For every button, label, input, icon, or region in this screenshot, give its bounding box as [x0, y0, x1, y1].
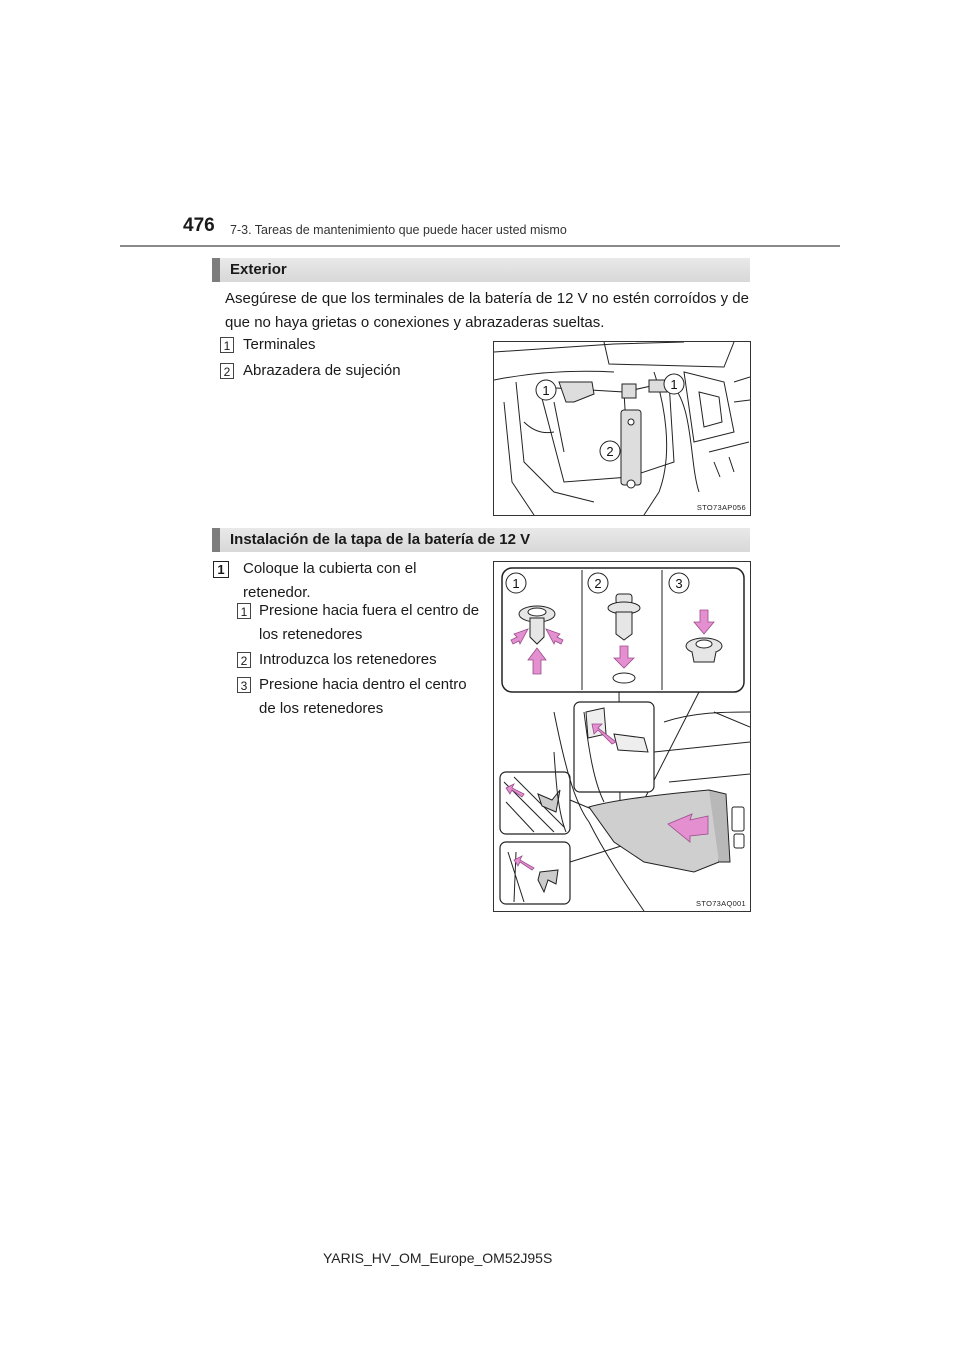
callout-1-left: 1 [542, 383, 550, 398]
item-number: 2 [220, 363, 234, 379]
step-number: 1 [213, 561, 229, 578]
callout-1-right: 1 [670, 377, 678, 392]
battery-terminals-illustration [493, 341, 751, 516]
item-label-abrazadera: Abrazadera de sujeción [243, 362, 401, 379]
section-heading-exterior [212, 258, 750, 282]
page-number: 476 [183, 215, 215, 236]
substep-text-3: Presione hacia dentro el centro de los retenedores [259, 676, 467, 717]
substep-number: 3 [237, 677, 251, 693]
item-label-terminales: Terminales [243, 336, 316, 353]
figure-code: STO73AQ001 [696, 899, 746, 908]
running-head: 7-3. Tareas de mantenimiento que puede hacer usted mismo [230, 223, 567, 237]
cover-installation-drawing [494, 562, 750, 911]
battery-cover-illustration [493, 561, 751, 912]
step-text: Coloque la cubierta con el retenedor. [243, 560, 417, 601]
section-heading-installation [212, 528, 750, 552]
substep-text-1: Presione hacia fuera el centro de los retenedores [259, 602, 480, 643]
callout-2: 2 [606, 444, 614, 459]
substep-number: 1 [237, 603, 251, 619]
battery-drawing [494, 342, 750, 515]
callout-2: 2 [594, 576, 602, 591]
header-rule [120, 245, 840, 247]
footer-document-id: YARIS_HV_OM_Europe_OM52J95S [323, 1250, 553, 1266]
exterior-paragraph: Asegúrese de que los terminales de la batería de 12 V no estén corroídos y de que no haya grietas o conexiones y abrazaderas sueltas. [225, 290, 749, 331]
substep-text-2: Introduzca los retenedores [259, 651, 437, 668]
callout-3: 3 [675, 576, 683, 591]
callout-1: 1 [512, 576, 520, 591]
item-number: 1 [220, 337, 234, 353]
figure-code: STO73AP056 [696, 503, 746, 512]
section-title: Exterior [230, 261, 287, 278]
section-title: Instalación de la tapa de la batería de 12 V [230, 531, 531, 548]
substep-number: 2 [237, 652, 251, 668]
